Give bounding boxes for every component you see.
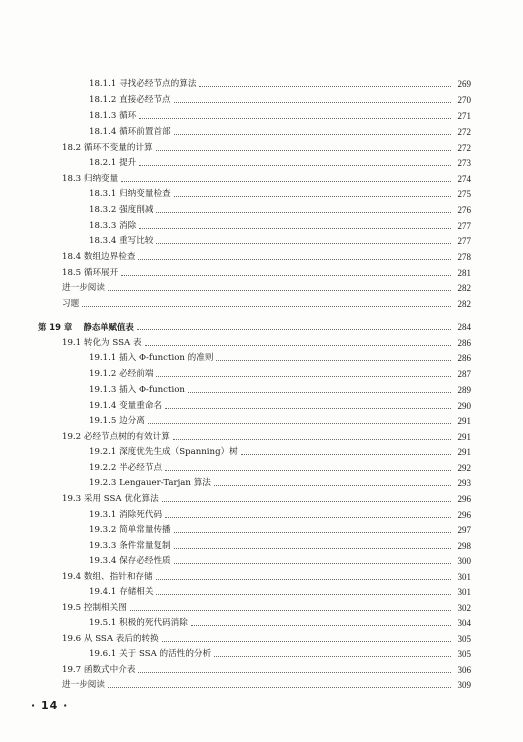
toc-entry-title: 19.2.1 深度优先生成（Spanning）树 [89, 447, 238, 457]
toc-entry-title: 18.3.3 消除 [89, 221, 137, 231]
dot-leader [156, 212, 451, 213]
toc-row [89, 218, 471, 232]
dot-leader [130, 610, 451, 611]
toc-row [62, 335, 471, 349]
toc-row [89, 186, 471, 200]
toc-entry-page: 269 [457, 79, 471, 89]
toc-entry-title: 19.3 采用 SSA 优化算法 [62, 494, 159, 504]
dot-leader [139, 118, 451, 119]
toc-row [89, 507, 471, 521]
toc-entry-page: 306 [457, 665, 471, 675]
toc-row [89, 538, 471, 552]
dot-leader [165, 517, 451, 518]
dot-leader [173, 439, 451, 440]
toc-entry-page: 305 [457, 634, 471, 644]
dot-leader [241, 454, 451, 455]
toc-entry-title: 18.2.1 提升 [89, 158, 137, 168]
dot-leader [121, 275, 451, 276]
dot-leader [145, 345, 451, 346]
toc-entry-page: 284 [457, 322, 471, 332]
toc-row [62, 677, 471, 691]
toc-entry-title: 19.3.1 消除死代码 [89, 510, 163, 520]
dot-leader [174, 196, 451, 197]
dot-leader [148, 423, 451, 424]
toc-entry-title: 19.1.4 变量重命名 [89, 401, 163, 411]
toc-entry-page: 274 [457, 174, 471, 184]
toc-entry-page: 309 [457, 680, 471, 690]
toc-entry-title: 19.3.3 条件常量复制 [89, 541, 171, 551]
toc-row [89, 460, 471, 474]
dot-leader [174, 532, 451, 533]
toc-entry-title: 19.5.1 积极的死代码消除 [89, 618, 188, 628]
dot-leader [216, 360, 451, 361]
toc-row [62, 265, 471, 279]
toc-entry-page: 297 [457, 525, 471, 535]
toc-entry-page: 290 [457, 401, 471, 411]
toc-row [89, 233, 471, 247]
toc-row [62, 296, 471, 310]
toc-entry-title: 18.5 循环展开 [62, 268, 119, 278]
toc-entry-title: 19.3.4 保存必经性质 [89, 556, 171, 566]
toc-entry-title: 第 19 章 静态单赋值表 [38, 322, 134, 332]
toc-row [89, 444, 471, 458]
toc-row [89, 584, 471, 598]
toc-entry-page: 287 [457, 369, 471, 379]
toc-row [89, 350, 471, 364]
dot-leader [214, 485, 451, 486]
toc-row [89, 108, 471, 122]
toc-entry-title: 19.6 从 SSA 表后的转换 [62, 634, 159, 644]
toc-row [62, 569, 471, 583]
toc-entry-page: 286 [457, 338, 471, 348]
toc-entry-page: 272 [457, 143, 471, 153]
toc-row [89, 398, 471, 412]
dot-leader [138, 259, 451, 260]
toc-entry-page: 296 [457, 494, 471, 504]
dot-leader [188, 392, 451, 393]
toc-entry-title: 19.2.2 半必经节点 [89, 463, 163, 473]
toc-row [62, 171, 471, 185]
toc-entry-title: 19.4.1 存储相关 [89, 587, 154, 597]
toc-entry-title: 习题 [62, 299, 80, 309]
dot-leader [165, 470, 451, 471]
toc-entry-page: 304 [457, 618, 471, 628]
dot-leader [199, 86, 451, 87]
toc-entry-title: 19.6.1 关于 SSA 的活性的分析 [89, 649, 212, 659]
toc-entry-title: 18.1.3 循环 [89, 111, 137, 121]
toc-entry-page: 302 [457, 603, 471, 613]
toc-entry-title: 18.3.4 重写比较 [89, 236, 154, 246]
toc-entry-title: 19.7 函数式中介表 [62, 665, 136, 675]
toc-entry-page: 282 [457, 299, 471, 309]
toc-entry-title: 19.1.3 插入 Φ-function [89, 385, 185, 395]
toc-entry-page: 293 [457, 478, 471, 488]
dot-leader [139, 228, 451, 229]
toc-row [89, 553, 471, 567]
toc-entry-title: 19.3.2 简单常量传播 [89, 525, 171, 535]
toc-entry-page: 301 [457, 572, 471, 582]
toc-entry-page: 278 [457, 252, 471, 262]
toc-entry-page: 286 [457, 353, 471, 363]
dot-leader [156, 579, 451, 580]
toc-entry-title: 进一步阅读 [62, 283, 105, 293]
toc-row [89, 382, 471, 396]
toc-row [89, 366, 471, 380]
dot-leader [156, 150, 451, 151]
dot-leader [174, 548, 451, 549]
toc-entry-title: 19.1.1 插入 Φ-function 的准则 [89, 353, 214, 363]
toc-entry-title: 19.2.3 Lengauer-Tarjan 算法 [89, 478, 211, 488]
toc-entry-page: 272 [457, 127, 471, 137]
toc-entry-title: 18.1.2 直接必经节点 [89, 95, 171, 105]
toc-entry-page: 270 [457, 95, 471, 105]
dot-leader [108, 687, 451, 688]
toc-entry-page: 296 [457, 510, 471, 520]
toc-entry-title: 18.3 归纳变量 [62, 174, 119, 184]
toc-entry-page: 289 [457, 385, 471, 395]
dot-leader [156, 376, 451, 377]
dot-leader [156, 594, 451, 595]
toc-entry-page: 305 [457, 649, 471, 659]
toc-entry-title: 19.1 转化为 SSA 表 [62, 338, 142, 348]
dot-leader [137, 329, 451, 330]
toc-entry-title: 18.4 数组边界检查 [62, 252, 136, 262]
dot-leader [138, 672, 451, 673]
toc-entry-page: 271 [457, 111, 471, 121]
toc-entry-title: 19.1.2 必经前端 [89, 369, 154, 379]
toc-entry-title: 18.3.2 强度削减 [89, 205, 154, 215]
toc-entry-page: 281 [457, 268, 471, 278]
dot-leader [174, 134, 451, 135]
toc-entry-page: 291 [457, 416, 471, 426]
toc-entry-page: 275 [457, 189, 471, 199]
toc-entry-page: 277 [457, 221, 471, 231]
toc-entry-page: 277 [457, 236, 471, 246]
dot-leader [139, 165, 451, 166]
toc-row [62, 140, 471, 154]
toc-entry-page: 300 [457, 556, 471, 566]
toc-entry-title: 18.2 循环不变量的计算 [62, 143, 153, 153]
toc-entry-page: 282 [457, 283, 471, 293]
dot-leader [121, 181, 451, 182]
toc-entry-title: 19.4 数组、指针和存储 [62, 572, 153, 582]
dot-leader [191, 625, 451, 626]
dot-leader [165, 408, 451, 409]
toc-row [89, 646, 471, 660]
toc-entry-page: 292 [457, 463, 471, 473]
dot-leader [214, 656, 451, 657]
toc-entry-title: 19.2 必经节点树的有效计算 [62, 432, 170, 442]
dot-leader [174, 563, 451, 564]
toc-row [62, 491, 471, 505]
toc-entry-page: 273 [457, 158, 471, 168]
toc-row [89, 155, 471, 169]
toc-row [89, 475, 471, 489]
toc-chapter-row [38, 319, 471, 333]
toc-row [62, 662, 471, 676]
toc-entry-page: 291 [457, 432, 471, 442]
toc-entry-page: 291 [457, 447, 471, 457]
dot-leader [162, 641, 451, 642]
toc-entry-title: 18.3.1 归纳变量检查 [89, 189, 171, 199]
dot-leader [108, 290, 451, 291]
dot-leader [174, 102, 451, 103]
toc-entry-page: 298 [457, 541, 471, 551]
toc-row [62, 249, 471, 263]
toc-entry-title: 18.1.4 循环前置首部 [89, 127, 171, 137]
toc-entry-title: 19.5 控制相关图 [62, 603, 127, 613]
toc-row [89, 522, 471, 536]
page-number: · 14 · [31, 699, 69, 712]
toc-entry-title: 18.1.1 寻找必经节点的算法 [89, 79, 197, 89]
toc-row [89, 615, 471, 629]
toc-row [89, 124, 471, 138]
toc-row [89, 76, 471, 90]
toc-entry-page: 301 [457, 587, 471, 597]
toc-entry-page: 276 [457, 205, 471, 215]
toc-row [62, 429, 471, 443]
dot-leader [162, 501, 451, 502]
dot-leader [82, 306, 451, 307]
toc-row [62, 631, 471, 645]
toc-row [89, 413, 471, 427]
toc-row [62, 280, 471, 294]
toc-row [89, 92, 471, 106]
dot-leader [156, 243, 451, 244]
toc-entry-title: 19.1.5 边分离 [89, 416, 145, 426]
toc-row [62, 600, 471, 614]
toc-row [89, 202, 471, 216]
toc-entry-title: 进一步阅读 [62, 680, 105, 690]
